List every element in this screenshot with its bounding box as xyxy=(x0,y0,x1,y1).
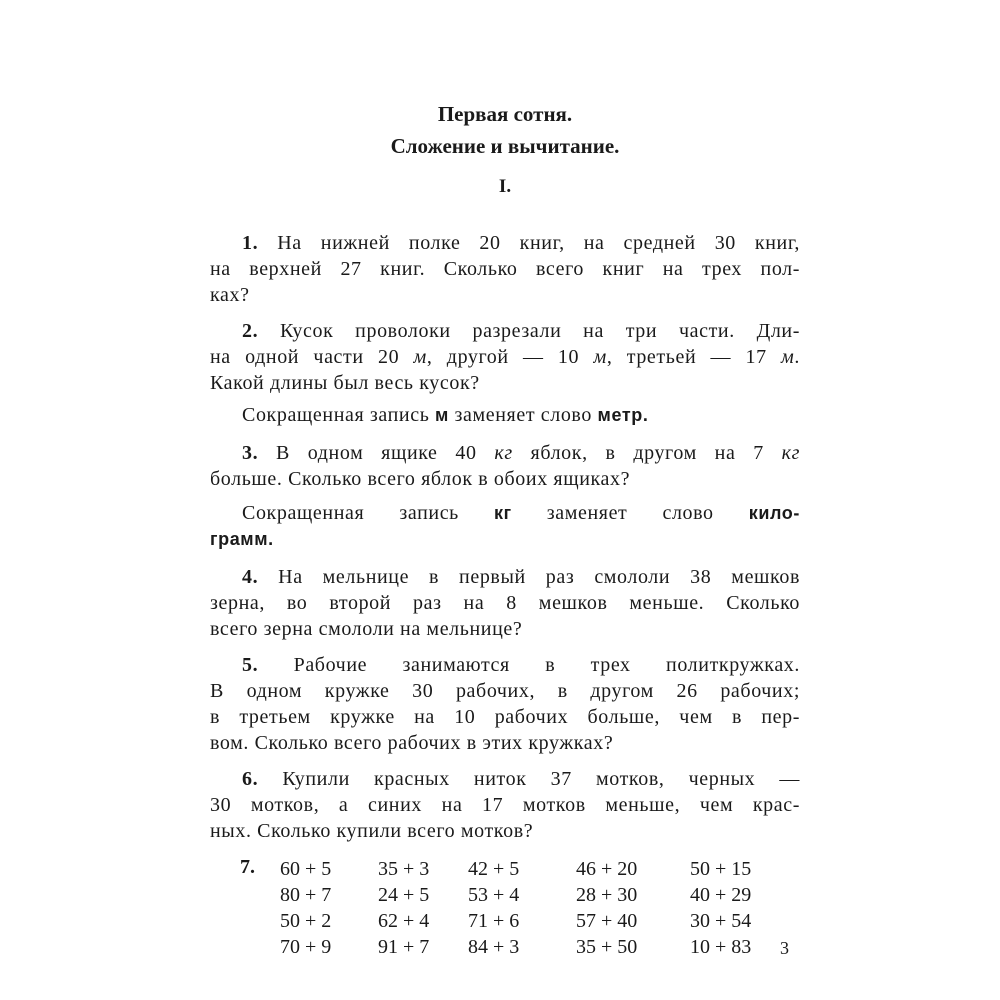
exercise-item: 35 + 3 xyxy=(378,858,430,880)
exercise-item: 53 + 4 xyxy=(468,884,520,906)
problem-2-line-1: 2. Кусок проволоки разрезали на три части. Дли- xyxy=(242,320,800,342)
problem-4-number: 4. xyxy=(242,566,259,588)
problem-6-line-1: 6. Купили красных ниток 37 мотков, черных — xyxy=(242,768,800,790)
problem-3-line-2: больше. Сколько всего яблок в обоих ящиках? xyxy=(210,468,631,490)
problem-3-number: 3. xyxy=(242,442,259,464)
exercise-item: 50 + 2 xyxy=(280,910,332,932)
exercise-item: 35 + 50 xyxy=(576,936,638,958)
problem-6-number: 6. xyxy=(242,768,259,790)
page-number: 3 xyxy=(780,938,789,958)
problem-1-line-2: на верхней 27 книг. Сколько всего книг на трех пол- xyxy=(210,258,800,280)
problem-7-number: 7. xyxy=(240,856,255,878)
exercise-item: 28 + 30 xyxy=(576,884,638,906)
exercise-item: 42 + 5 xyxy=(468,858,520,880)
problem-4-line-3: всего зерна смололи на мельнице? xyxy=(210,618,523,640)
problem-2-line-2: на одной части 20 м, другой — 10 м, третьей — 17 м. xyxy=(210,346,800,368)
problem-4-line-2: зерна, во второй раз на 8 мешков меньше. Сколько xyxy=(210,592,800,614)
exercise-item: 10 + 83 xyxy=(690,936,752,958)
exercise-item: 50 + 15 xyxy=(690,858,752,880)
problem-3-note-line-1: Сокращенная запись кг заменяет слово кило- xyxy=(242,502,800,524)
exercise-item: 40 + 29 xyxy=(690,884,752,906)
problem-5-line-4: вом. Сколько всего рабочих в этих кружках? xyxy=(210,732,614,754)
problem-4-line-1: 4. На мельнице в первый раз смололи 38 мешков xyxy=(242,566,800,588)
page-title-line-2: Сложение и вычитание. xyxy=(390,134,620,158)
exercise-item: 91 + 7 xyxy=(378,936,430,958)
exercise-item: 84 + 3 xyxy=(468,936,520,958)
problem-2-note: Сокращенная запись м заменяет слово метр. xyxy=(242,404,649,426)
problem-2-number: 2. xyxy=(242,320,259,342)
problem-1-number: 1. xyxy=(242,232,259,254)
problem-6-line-3: ных. Сколько купили всего мотков? xyxy=(210,820,534,842)
problem-5-line-1: 5. Рабочие занимаются в трех политкружках. xyxy=(242,654,801,676)
page-title-line-1: Первая сотня. xyxy=(437,102,573,126)
page-content xyxy=(210,0,800,1000)
problem-5-line-2: В одном кружке 30 рабочих, в другом 26 рабочих; xyxy=(210,680,800,702)
problem-3-line-1: 3. В одном ящике 40 кг яблок, в другом на 7 кг xyxy=(242,442,800,464)
problem-1-line-1: 1. На нижней полке 20 книг, на средней 30 книг, xyxy=(242,232,800,254)
exercise-item: 57 + 40 xyxy=(576,910,638,932)
exercise-item: 30 + 54 xyxy=(690,910,752,932)
problem-1-line-3: ках? xyxy=(210,284,250,306)
exercise-item: 24 + 5 xyxy=(378,884,430,906)
problem-6-line-2: 30 мотков, а синих на 17 мотков меньше, чем крас- xyxy=(210,794,800,816)
exercise-item: 80 + 7 xyxy=(280,884,332,906)
section-number: I. xyxy=(498,176,512,197)
exercise-item: 60 + 5 xyxy=(280,858,332,880)
problem-5-number: 5. xyxy=(242,654,259,676)
exercise-item: 46 + 20 xyxy=(576,858,638,880)
exercise-item: 71 + 6 xyxy=(468,910,520,932)
exercise-item: 62 + 4 xyxy=(378,910,430,932)
problem-2-line-3: Какой длины был весь кусок? xyxy=(210,372,480,394)
exercise-item: 70 + 9 xyxy=(280,936,332,958)
problem-3-note-line-2: грамм. xyxy=(210,529,274,549)
problem-5-line-3: в третьем кружке на 10 рабочих больше, чем в пер- xyxy=(210,706,800,728)
